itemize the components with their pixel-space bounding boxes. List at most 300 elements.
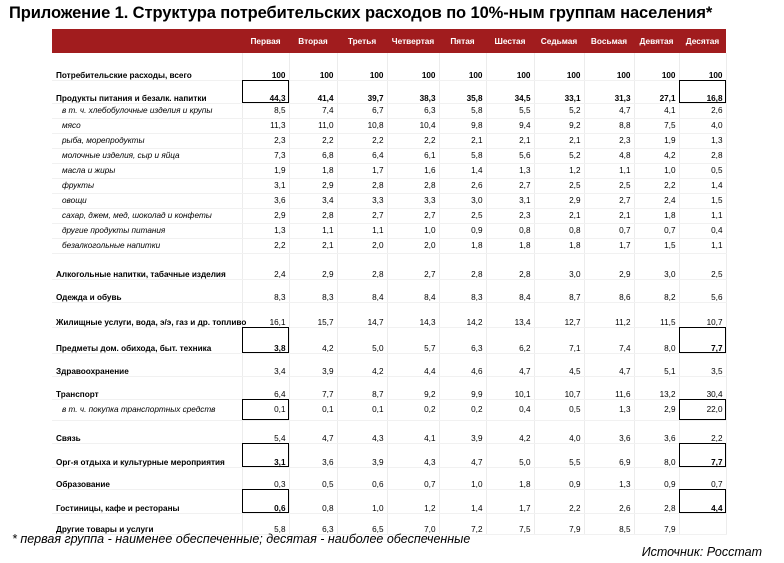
table-cell: 7,7	[289, 376, 337, 399]
table-row	[52, 148, 726, 163]
table-cell: 3,0	[534, 253, 584, 279]
table-cell: 2,5	[584, 178, 634, 193]
table-cell: 3,6	[289, 443, 337, 467]
table-cell: 10,1	[486, 376, 534, 399]
table-cell: 3,3	[337, 193, 387, 208]
table-row	[52, 223, 726, 238]
table-cell: 3,4	[289, 193, 337, 208]
table-row	[52, 118, 726, 133]
table-cell: 1,0	[337, 489, 387, 513]
table-row	[52, 513, 726, 534]
table-cell: 3,3	[387, 193, 439, 208]
table-cell: 1,1	[289, 223, 337, 238]
table-cell: 0,3	[242, 467, 289, 489]
table-cell: 100	[242, 53, 289, 80]
table-cell: 6,9	[584, 443, 634, 467]
table-cell: 15,7	[289, 302, 337, 327]
header-corner	[52, 29, 242, 53]
table-cell: 100	[337, 53, 387, 80]
table-cell: 10,7	[679, 302, 726, 327]
footnote: * первая группа - наименее обеспеченные; десятая - наиболее обеспеченные	[12, 532, 471, 546]
table-cell: 1,0	[387, 223, 439, 238]
table-cell: 100	[634, 53, 679, 80]
row-label: Одежда и обувь	[52, 279, 242, 302]
column-header: Девятая	[634, 29, 679, 53]
table-cell: 4,7	[584, 353, 634, 376]
table-cell: 1,8	[439, 238, 486, 253]
table-cell: 7,5	[634, 118, 679, 133]
row-label: Образование	[52, 467, 242, 489]
table-cell: 1,8	[486, 238, 534, 253]
table-cell: 4,7	[584, 103, 634, 118]
row-label: Продукты питания и безалк. напитки	[52, 80, 242, 103]
table-cell: 4,2	[486, 420, 534, 443]
table-cell: 9,8	[439, 118, 486, 133]
table-cell: 8,5	[242, 103, 289, 118]
table-cell: 14,2	[439, 302, 486, 327]
table-row	[52, 376, 726, 399]
table-row	[52, 467, 726, 489]
source-note: Источник: Росстат	[641, 545, 762, 559]
table-cell: 0,7	[387, 467, 439, 489]
table-row	[52, 208, 726, 223]
table-cell: 5,4	[242, 420, 289, 443]
table-cell: 3,6	[242, 193, 289, 208]
table-cell: 5,1	[634, 353, 679, 376]
table-cell: 1,1	[679, 208, 726, 223]
table-cell: 8,2	[634, 279, 679, 302]
table-cell: 2,1	[534, 133, 584, 148]
table-cell: 9,4	[486, 118, 534, 133]
table-cell: 5,0	[486, 443, 534, 467]
table-row	[52, 420, 726, 443]
table-row	[52, 489, 726, 513]
table-cell: 13,2	[634, 376, 679, 399]
table-cell: 27,1	[634, 80, 679, 103]
table-cell: 10,7	[534, 376, 584, 399]
column-header: Восьмая	[584, 29, 634, 53]
table-cell: 1,1	[679, 238, 726, 253]
table-cell: 35,8	[439, 80, 486, 103]
row-label: безалкогольные напитки	[52, 238, 242, 253]
column-header: Третья	[337, 29, 387, 53]
table-cell: 2,8	[439, 253, 486, 279]
table-cell: 4,1	[387, 420, 439, 443]
table-cell: 0,2	[387, 399, 439, 420]
column-header: Седьмая	[534, 29, 584, 53]
table-cell: 2,8	[634, 489, 679, 513]
row-label: мясо	[52, 118, 242, 133]
table-cell: 0,9	[439, 223, 486, 238]
table-cell: 3,4	[242, 353, 289, 376]
table-row	[52, 353, 726, 376]
table-cell: 4,7	[439, 443, 486, 467]
table-cell: 11,6	[584, 376, 634, 399]
table-cell: 4,2	[634, 148, 679, 163]
table-cell: 100	[534, 53, 584, 80]
table-row	[52, 178, 726, 193]
table-cell: 11,0	[289, 118, 337, 133]
table-cell: 1,9	[242, 163, 289, 178]
table-cell: 6,3	[387, 103, 439, 118]
row-label: сахар, джем, мед, шоколад и конфеты	[52, 208, 242, 223]
column-header: Десятая	[679, 29, 726, 53]
table-cell: 2,3	[584, 133, 634, 148]
table-row	[52, 238, 726, 253]
table-cell: 2,9	[584, 253, 634, 279]
table-row	[52, 193, 726, 208]
table-cell: 0,6	[337, 467, 387, 489]
table-cell: 5,7	[387, 327, 439, 353]
table-cell: 31,3	[584, 80, 634, 103]
table-cell: 7,4	[289, 103, 337, 118]
table-cell: 1,4	[439, 163, 486, 178]
table-cell: 2,8	[337, 178, 387, 193]
table-cell: 3,9	[337, 443, 387, 467]
row-label: Гостиницы, кафе и рестораны	[52, 489, 242, 513]
table-cell: 2,9	[634, 399, 679, 420]
table-cell: 8,0	[634, 443, 679, 467]
table-cell: 2,5	[679, 253, 726, 279]
row-label: Алкогольные напитки, табачные изделия	[52, 253, 242, 279]
table-cell: 1,5	[634, 238, 679, 253]
column-header: Первая	[242, 29, 289, 53]
table-cell: 5,8	[439, 148, 486, 163]
table-cell: 2,6	[584, 489, 634, 513]
table-cell: 11,5	[634, 302, 679, 327]
table-cell: 4,1	[634, 103, 679, 118]
column-header: Пятая	[439, 29, 486, 53]
table-cell: 2,5	[439, 208, 486, 223]
table-cell: 2,0	[387, 238, 439, 253]
table-cell: 1,3	[242, 223, 289, 238]
table-cell: 11,3	[242, 118, 289, 133]
table-cell: 44,3	[242, 80, 289, 103]
table-cell: 2,2	[337, 133, 387, 148]
table-cell: 3,8	[242, 327, 289, 353]
table-cell: 2,9	[289, 253, 337, 279]
table-cell: 9,9	[439, 376, 486, 399]
table-cell: 5,8	[242, 513, 289, 534]
table-cell: 16,1	[242, 302, 289, 327]
table-cell: 2,4	[634, 193, 679, 208]
table-cell: 0,1	[289, 399, 337, 420]
table-cell: 33,1	[534, 80, 584, 103]
table-cell: 1,3	[486, 163, 534, 178]
table-cell: 2,6	[439, 178, 486, 193]
table-cell: 0,8	[289, 489, 337, 513]
row-label: в т. ч. покупка транспортных средств	[52, 399, 242, 420]
table-cell: 38,3	[387, 80, 439, 103]
table-cell: 8,4	[486, 279, 534, 302]
table-cell: 1,1	[337, 223, 387, 238]
table-cell: 6,5	[337, 513, 387, 534]
table-cell: 4,3	[387, 443, 439, 467]
table-cell: 100	[387, 53, 439, 80]
row-label: Связь	[52, 420, 242, 443]
table-cell: 0,4	[486, 399, 534, 420]
table-cell: 100	[289, 53, 337, 80]
table-cell: 0,7	[679, 467, 726, 489]
column-header: Четвертая	[387, 29, 439, 53]
table-cell: 2,4	[242, 253, 289, 279]
table-cell: 8,6	[584, 279, 634, 302]
table-cell: 10,8	[337, 118, 387, 133]
table-cell: 100	[439, 53, 486, 80]
table-cell: 1,1	[584, 163, 634, 178]
table-row	[52, 133, 726, 148]
table-cell: 2,2	[534, 489, 584, 513]
table-cell: 0,1	[242, 399, 289, 420]
table-row	[52, 327, 726, 353]
table-cell: 1,8	[289, 163, 337, 178]
table-cell: 0,2	[439, 399, 486, 420]
table-cell: 1,3	[584, 399, 634, 420]
row-label: Другие товары и услуги	[52, 513, 242, 534]
table-cell: 1,0	[439, 467, 486, 489]
table-cell: 2,2	[242, 238, 289, 253]
table-cell: 0,5	[534, 399, 584, 420]
table-cell: 4,2	[337, 353, 387, 376]
table-cell: 11,2	[584, 302, 634, 327]
table-cell: 100	[486, 53, 534, 80]
table-cell: 3,1	[242, 178, 289, 193]
table-row	[52, 302, 726, 327]
table-cell: 4,8	[584, 148, 634, 163]
table-row	[52, 103, 726, 118]
table-cell: 8,0	[634, 327, 679, 353]
table-cell: 2,6	[679, 103, 726, 118]
row-label: молочные изделия, сыр и яйца	[52, 148, 242, 163]
table-cell: 3,9	[289, 353, 337, 376]
table-cell: 7,9	[534, 513, 584, 534]
table-header-row	[52, 29, 726, 53]
column-header: Шестая	[486, 29, 534, 53]
table-cell: 30,4	[679, 376, 726, 399]
table-cell: 2,1	[439, 133, 486, 148]
row-label: Потребительские расходы, всего	[52, 53, 242, 80]
table-cell: 3,1	[486, 193, 534, 208]
table-cell: 1,4	[439, 489, 486, 513]
table-cell: 2,2	[289, 133, 337, 148]
table-cell: 0,7	[584, 223, 634, 238]
table-cell: 5,8	[439, 103, 486, 118]
row-label: масла и жиры	[52, 163, 242, 178]
table-cell: 1,7	[486, 489, 534, 513]
table-cell: 39,7	[337, 80, 387, 103]
table-cell: 7,1	[534, 327, 584, 353]
expenditure-table	[52, 29, 727, 535]
table-cell: 3,6	[634, 420, 679, 443]
table-cell: 1,6	[387, 163, 439, 178]
table-cell: 2,9	[534, 193, 584, 208]
table-cell: 2,7	[584, 193, 634, 208]
table-cell: 3,0	[634, 253, 679, 279]
table-cell: 4,7	[289, 420, 337, 443]
table-cell: 4,7	[486, 353, 534, 376]
table-cell: 0,5	[679, 163, 726, 178]
column-header: Вторая	[289, 29, 337, 53]
row-label: Здравоохранение	[52, 353, 242, 376]
table-cell: 0,9	[634, 467, 679, 489]
table-cell: 1,5	[679, 193, 726, 208]
table-cell: 2,9	[242, 208, 289, 223]
table-cell: 7,0	[387, 513, 439, 534]
table-cell: 3,0	[439, 193, 486, 208]
table-cell: 1,8	[486, 467, 534, 489]
table-cell: 41,4	[289, 80, 337, 103]
table-cell: 4,2	[289, 327, 337, 353]
table-cell: 14,3	[387, 302, 439, 327]
row-label: Транспорт	[52, 376, 242, 399]
row-label: фрукты	[52, 178, 242, 193]
table-cell: 2,7	[387, 208, 439, 223]
table-cell: 0,8	[486, 223, 534, 238]
table-cell: 8,3	[439, 279, 486, 302]
table-cell: 2,0	[337, 238, 387, 253]
row-label: другие продукты питания	[52, 223, 242, 238]
table-cell: 34,5	[486, 80, 534, 103]
table-cell: 6,4	[337, 148, 387, 163]
table-cell: 6,3	[439, 327, 486, 353]
table-cell: 8,7	[337, 376, 387, 399]
table-cell: 8,8	[584, 118, 634, 133]
table-cell: 14,7	[337, 302, 387, 327]
row-label: в т. ч. хлебобулочные изделия и крупы	[52, 103, 242, 118]
table-cell: 8,5	[584, 513, 634, 534]
table-row	[52, 163, 726, 178]
table-cell: 4,4	[679, 489, 726, 513]
table-cell: 1,8	[634, 208, 679, 223]
table-cell: 8,3	[289, 279, 337, 302]
table-cell: 9,2	[534, 118, 584, 133]
table-cell: 8,3	[242, 279, 289, 302]
table-cell: 1,3	[679, 133, 726, 148]
table-cell: 2,5	[534, 178, 584, 193]
table-cell: 2,1	[584, 208, 634, 223]
table-cell: 5,6	[679, 279, 726, 302]
table-cell: 5,2	[534, 148, 584, 163]
table-cell: 2,7	[387, 253, 439, 279]
table-cell: 3,6	[584, 420, 634, 443]
table-cell: 0,9	[534, 467, 584, 489]
table-row	[52, 53, 726, 80]
table-cell	[679, 513, 726, 534]
table-cell: 4,6	[439, 353, 486, 376]
table-cell: 7,2	[439, 513, 486, 534]
table-cell: 1,3	[584, 467, 634, 489]
table-cell: 13,4	[486, 302, 534, 327]
table-cell: 2,3	[486, 208, 534, 223]
table-cell: 6,2	[486, 327, 534, 353]
table-cell: 4,0	[534, 420, 584, 443]
table-row	[52, 443, 726, 467]
table-cell: 2,8	[289, 208, 337, 223]
table-cell: 100	[679, 53, 726, 80]
table-cell: 8,4	[337, 279, 387, 302]
table-cell: 5,6	[486, 148, 534, 163]
table-cell: 5,0	[337, 327, 387, 353]
table-cell: 2,7	[337, 208, 387, 223]
table-cell: 2,8	[337, 253, 387, 279]
table-cell: 6,3	[289, 513, 337, 534]
table-cell: 1,7	[337, 163, 387, 178]
row-label: овощи	[52, 193, 242, 208]
row-label: Предметы дом. обихода, быт. техника	[52, 327, 242, 353]
table-cell: 2,1	[534, 208, 584, 223]
table-row	[52, 80, 726, 103]
table-cell: 6,1	[387, 148, 439, 163]
table-cell: 7,3	[242, 148, 289, 163]
table-cell: 2,2	[679, 420, 726, 443]
table-cell: 0,8	[534, 223, 584, 238]
table-cell: 1,0	[634, 163, 679, 178]
table-cell: 3,1	[242, 443, 289, 467]
table-cell: 0,6	[242, 489, 289, 513]
table-cell: 2,2	[634, 178, 679, 193]
table-cell: 1,4	[679, 178, 726, 193]
table-cell: 1,9	[634, 133, 679, 148]
table-cell: 2,9	[289, 178, 337, 193]
table-cell: 4,5	[534, 353, 584, 376]
table-cell: 7,4	[584, 327, 634, 353]
table-cell: 5,5	[534, 443, 584, 467]
table-cell: 7,5	[486, 513, 534, 534]
table-cell: 6,7	[337, 103, 387, 118]
table-cell: 8,4	[387, 279, 439, 302]
page-title: Приложение 1. Структура потребительских расходов по 10%-ным группам населения*	[9, 4, 713, 22]
table-cell: 3,5	[679, 353, 726, 376]
table-cell: 100	[584, 53, 634, 80]
table-cell: 3,9	[439, 420, 486, 443]
table-cell: 2,8	[387, 178, 439, 193]
table-cell: 7,7	[679, 327, 726, 353]
table-cell: 6,4	[242, 376, 289, 399]
table-cell: 5,5	[486, 103, 534, 118]
table-cell: 2,2	[387, 133, 439, 148]
table-cell: 6,8	[289, 148, 337, 163]
table-cell: 1,2	[534, 163, 584, 178]
table-cell: 16,8	[679, 80, 726, 103]
table-cell: 2,8	[679, 148, 726, 163]
table-cell: 0,5	[289, 467, 337, 489]
table-cell: 2,7	[486, 178, 534, 193]
table-cell: 1,8	[534, 238, 584, 253]
table-cell: 2,3	[242, 133, 289, 148]
row-label: рыба, морепродукты	[52, 133, 242, 148]
table-cell: 7,9	[634, 513, 679, 534]
table-cell: 0,7	[634, 223, 679, 238]
table-cell: 10,4	[387, 118, 439, 133]
table-cell: 9,2	[387, 376, 439, 399]
table-cell: 12,7	[534, 302, 584, 327]
table-row	[52, 253, 726, 279]
table-cell: 4,0	[679, 118, 726, 133]
table-cell: 1,7	[584, 238, 634, 253]
table-cell: 4,3	[337, 420, 387, 443]
table-row	[52, 399, 726, 420]
table-cell: 7,7	[679, 443, 726, 467]
table-cell: 1,2	[387, 489, 439, 513]
table-cell: 22,0	[679, 399, 726, 420]
table-cell: 0,4	[679, 223, 726, 238]
row-label: Жилищные услуги, вода, э/э, газ и др. топливо	[52, 302, 242, 327]
table-cell: 8,7	[534, 279, 584, 302]
table-cell: 4,4	[387, 353, 439, 376]
table-cell: 2,1	[289, 238, 337, 253]
table-cell: 2,8	[486, 253, 534, 279]
table-cell: 2,1	[486, 133, 534, 148]
